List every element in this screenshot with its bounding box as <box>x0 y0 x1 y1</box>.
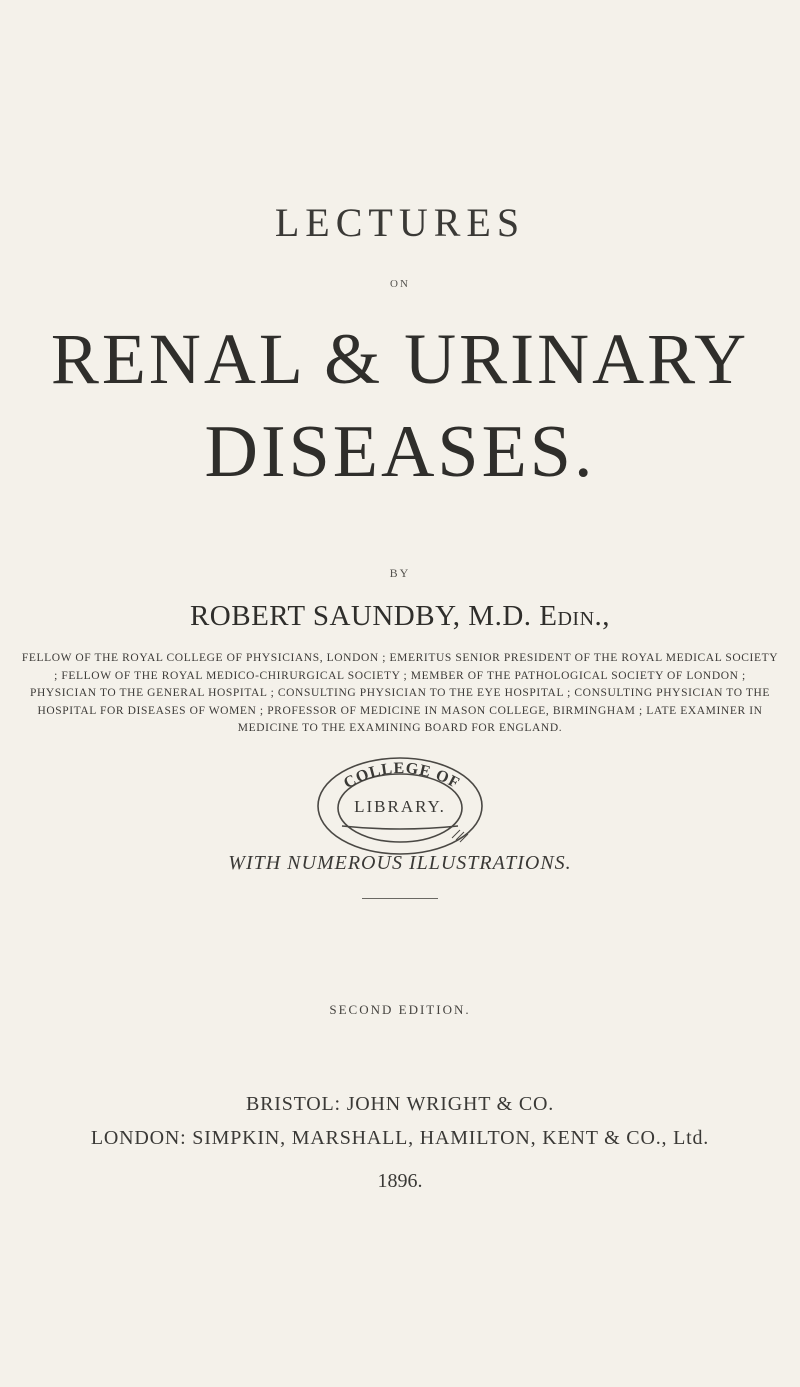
author-line <box>0 600 800 633</box>
preposition-on: ON <box>390 278 410 290</box>
subject-line-2: DISEASES. <box>204 411 596 493</box>
divider-rule <box>362 898 438 899</box>
edition-line: SECOND EDITION. <box>329 1002 471 1017</box>
author-name: ROBERT SAUNDBY, M.D. <box>189 600 532 632</box>
author-credentials: FELLOW OF THE ROYAL COLLEGE OF PHYSICIANS, LONDON ; EMERITUS SENIOR PRESIDENT OF THE ROYAL MEDICAL SOCIETY ; FELLOW OF THE ROYAL MEDICO-CHIRURGICAL SOCIETY ; MEMBER OF THE PATHOLOGICAL SOCIETY OF LONDON ; PHYSICIAN TO THE GENERAL HOSPITAL ; CONSULTING PHYSICIAN TO THE EYE HOSPITAL ; CONSULTING PHYSICIAN TO THE HOSPITAL FOR DISEASES OF WOMEN ; PROFESSOR OF MEDICINE IN MASON COLLEGE, BIRMINGHAM ; LATE EXAMINER IN MEDICINE TO THE EXAMINING BOARD FOR ENGLAND. <box>21 652 779 735</box>
book-title: LECTURES <box>274 200 526 245</box>
publisher-bristol: BRISTOL: JOHN WRIGHT & CO. <box>245 1093 555 1115</box>
stamp-middle-text: LIBRARY. <box>354 797 446 816</box>
stamp-top-text: COLLEGE OF <box>341 759 463 793</box>
subject-line-1: RENAL & URINARY <box>50 319 750 399</box>
by-line: BY <box>389 566 411 580</box>
publication-year: 1896. <box>377 1170 423 1192</box>
author-degree: Edin., <box>539 600 611 632</box>
publisher-london: LONDON: SIMPKIN, MARSHALL, HAMILTON, KENT & CO., Ltd. <box>90 1127 710 1149</box>
illustrations-note: WITH NUMEROUS ILLUSTRATIONS. <box>228 852 572 874</box>
library-stamp <box>250 752 550 864</box>
